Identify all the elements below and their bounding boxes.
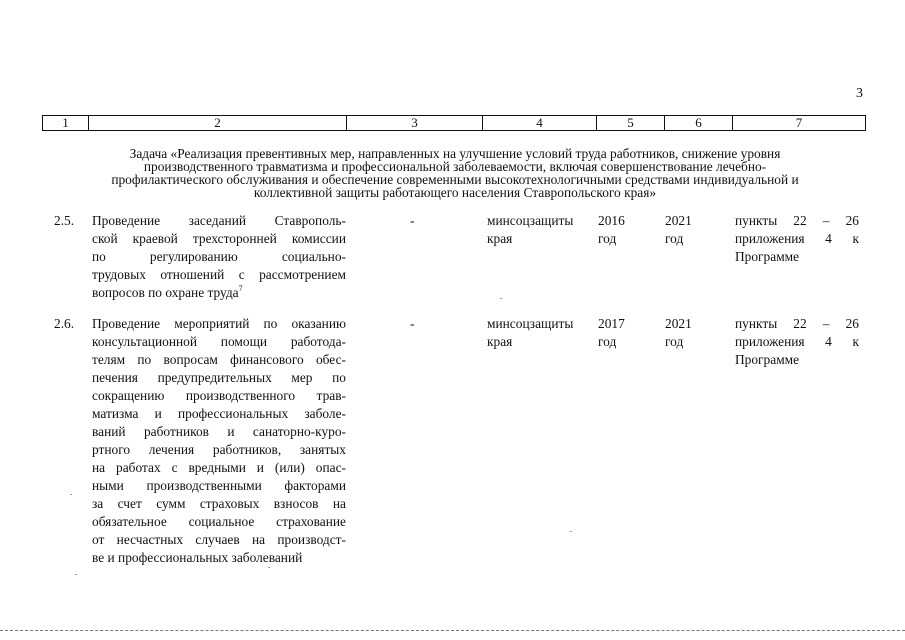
result-line: приложения 4 к — [735, 334, 859, 349]
scan-speck — [70, 494, 72, 495]
scan-speck — [75, 574, 77, 575]
measure-name-line: матизма и профессиональных заболе- — [92, 406, 346, 421]
row-number: 2.5. — [54, 213, 75, 228]
measure-name — [92, 212, 346, 302]
measure-name-line: от несчастных случаев на производст- — [92, 532, 346, 547]
executor-line: края — [487, 334, 513, 349]
task-heading — [60, 147, 850, 199]
measure-name-line: ваний работников и санаторно-куро- — [92, 424, 346, 439]
measure-name-line: по регулированию социально- — [92, 249, 346, 264]
result-cell — [735, 212, 859, 266]
header-cell-6: 6 — [664, 116, 732, 130]
page-number: 3 — [856, 86, 863, 101]
measure-name-line: телям по вопросам финансового обес- — [92, 352, 346, 367]
task-heading-line: производственного травматизма и профессиональной заболеваемости, включая совершенствование лечебно- — [143, 159, 767, 174]
header-cell-3: 3 — [346, 116, 482, 130]
measure-name-line: ными производственными факторами — [92, 478, 346, 493]
executor-cell — [487, 315, 587, 351]
measure-name-line: за счет сумм страховых взносов на — [92, 496, 346, 511]
row-number: 2.6. — [54, 316, 75, 331]
executor-line: края — [487, 231, 513, 246]
result-cell — [735, 315, 859, 369]
header-cell-1: 1 — [42, 116, 88, 130]
financing-cell: - — [410, 213, 415, 228]
task-heading-line: коллективной защиты работающего населения Ставропольского края» — [253, 185, 657, 200]
scan-speck — [570, 531, 572, 532]
scan-speck — [268, 567, 270, 568]
executor-cell — [487, 212, 587, 248]
measure-name-line: ве и профессиональных заболеваний — [92, 550, 303, 565]
result-line: Программе — [735, 352, 800, 367]
financing-cell: - — [410, 316, 415, 331]
page-bottom-edge — [0, 630, 905, 631]
column-number-header — [42, 115, 866, 131]
measure-name-line: ртного лечения работников, занятых — [92, 442, 346, 457]
task-heading-line: профилактического обслуживания и обеспечение современными высокотехнологичными средствами индивидуальной и — [111, 172, 799, 187]
measure-name-line: консультационной помощи работода- — [92, 334, 346, 349]
measure-name-line: печения предупредительных мер по — [92, 370, 346, 385]
result-line: приложения 4 к — [735, 231, 859, 246]
header-cell-7: 7 — [732, 116, 866, 130]
measure-name-line: Проведение заседаний Ставрополь- — [92, 213, 346, 228]
end-year: 2021 год — [665, 213, 692, 246]
measure-name — [92, 315, 346, 567]
scan-speck — [500, 298, 502, 299]
header-cell-5: 5 — [596, 116, 664, 130]
header-cell-4: 4 — [482, 116, 596, 130]
footnote-marker: 7 — [238, 284, 243, 293]
measure-name-line: на работах с вредными и (или) опас- — [92, 460, 346, 475]
measure-name-line: обязательное социальное страхование — [92, 514, 346, 529]
end-year: 2021 год — [665, 316, 692, 349]
measure-name-line: ской краевой трехсторонней комиссии — [92, 231, 346, 246]
measure-name-line: Проведение мероприятий по оказанию — [92, 316, 346, 331]
measure-name-line: трудовых отношений с рассмотрением — [92, 267, 346, 282]
result-line: Программе — [735, 249, 800, 264]
result-line: пункты 22 – 26 — [735, 316, 859, 331]
measure-name-line: сокращению производственного трав- — [92, 388, 346, 403]
executor-line: минсоцзащиты — [487, 213, 574, 228]
task-heading-line: Задача «Реализация превентивных мер, направленных на улучшение условий труда работников, снижение уровня — [129, 146, 781, 161]
start-year: 2017 год — [598, 316, 625, 349]
measure-name-line-with-footnote — [92, 284, 346, 302]
start-year: 2016 год — [598, 213, 625, 246]
header-cell-2: 2 — [88, 116, 346, 130]
executor-line: минсоцзащиты — [487, 316, 574, 331]
measure-name-line: вопросов по охране труда — [92, 285, 239, 300]
result-line: пункты 22 – 26 — [735, 213, 859, 228]
